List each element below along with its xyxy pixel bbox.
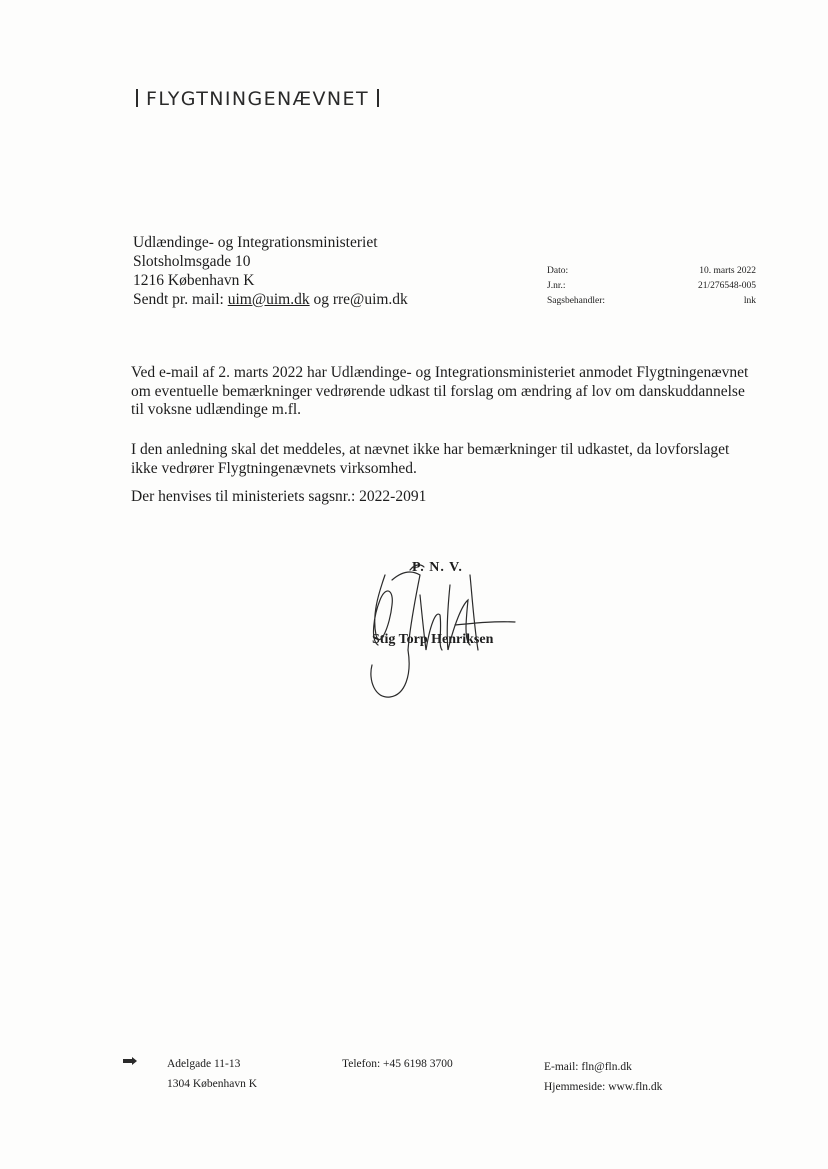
handwritten-signature bbox=[350, 555, 520, 705]
organization-name: FLYGTNINGENÆVNET bbox=[146, 88, 369, 110]
recipient-name: Udlændinge- og Integrationsministeriet bbox=[133, 234, 378, 251]
date-value: 10. marts 2022 bbox=[699, 266, 756, 276]
on-behalf-mark: P. N. V. bbox=[412, 560, 463, 575]
footer-email: E-mail: fln@fln.dk bbox=[544, 1061, 632, 1073]
jnr-label: J.nr.: bbox=[547, 281, 566, 291]
footer-address bbox=[167, 1054, 257, 1094]
footer-phone: Telefon: +45 6198 3700 bbox=[342, 1058, 453, 1070]
date-label: Dato: bbox=[547, 266, 569, 276]
signatory-name: Stig Torp Henriksen bbox=[372, 632, 494, 647]
recipient-address bbox=[133, 233, 408, 309]
meta-row-date bbox=[547, 264, 756, 279]
email-conjunction: og bbox=[313, 291, 329, 308]
recipient-city: 1216 København K bbox=[133, 272, 255, 289]
handler-value: lnk bbox=[743, 296, 756, 306]
meta-row-jnr bbox=[547, 279, 756, 294]
body-paragraph-1: Ved e-mail af 2. marts 2022 har Udlændinge- og Integrationsministeriet anmodet Flygtningenævnet om eventuelle bemærkninger vedrørende udkast til forslag om ændring af lov om danskuddannelse til voksne udlændinge m.fl. bbox=[131, 364, 749, 418]
email-rre: rre@uim.dk bbox=[332, 291, 408, 308]
footer-contact bbox=[544, 1057, 662, 1097]
meta-row-handler bbox=[547, 294, 756, 309]
handler-label: Sagsbehandler: bbox=[547, 296, 606, 306]
letter-metadata bbox=[547, 264, 756, 309]
recipient-street: Slotsholmsgade 10 bbox=[133, 253, 251, 270]
sent-prefix: Sendt pr. mail: bbox=[133, 291, 224, 308]
footer-website: Hjemmeside: www.fln.dk bbox=[544, 1081, 663, 1093]
footer-city: 1304 København K bbox=[167, 1078, 258, 1090]
footer-street: Adelgade 11-13 bbox=[167, 1058, 241, 1070]
body-paragraph-3: Der henvises til ministeriets sagsnr.: 2022-2091 bbox=[131, 488, 427, 505]
recipient-email-line bbox=[133, 290, 408, 309]
email-link-uim[interactable]: uim@uim.dk bbox=[227, 291, 310, 308]
jnr-value: 21/276548-005 bbox=[697, 281, 756, 291]
letterhead-logo bbox=[136, 88, 379, 110]
logo-bar-left bbox=[136, 89, 138, 107]
body-paragraph-2: I den anledning skal det meddeles, at nævnet ikke har bemærkninger til udkastet, da lovforslaget ikke vedrører Flygtningenævnets virksomhed. bbox=[131, 441, 730, 477]
logo-bar-right bbox=[377, 89, 379, 107]
arrow-right-icon bbox=[123, 1057, 137, 1065]
